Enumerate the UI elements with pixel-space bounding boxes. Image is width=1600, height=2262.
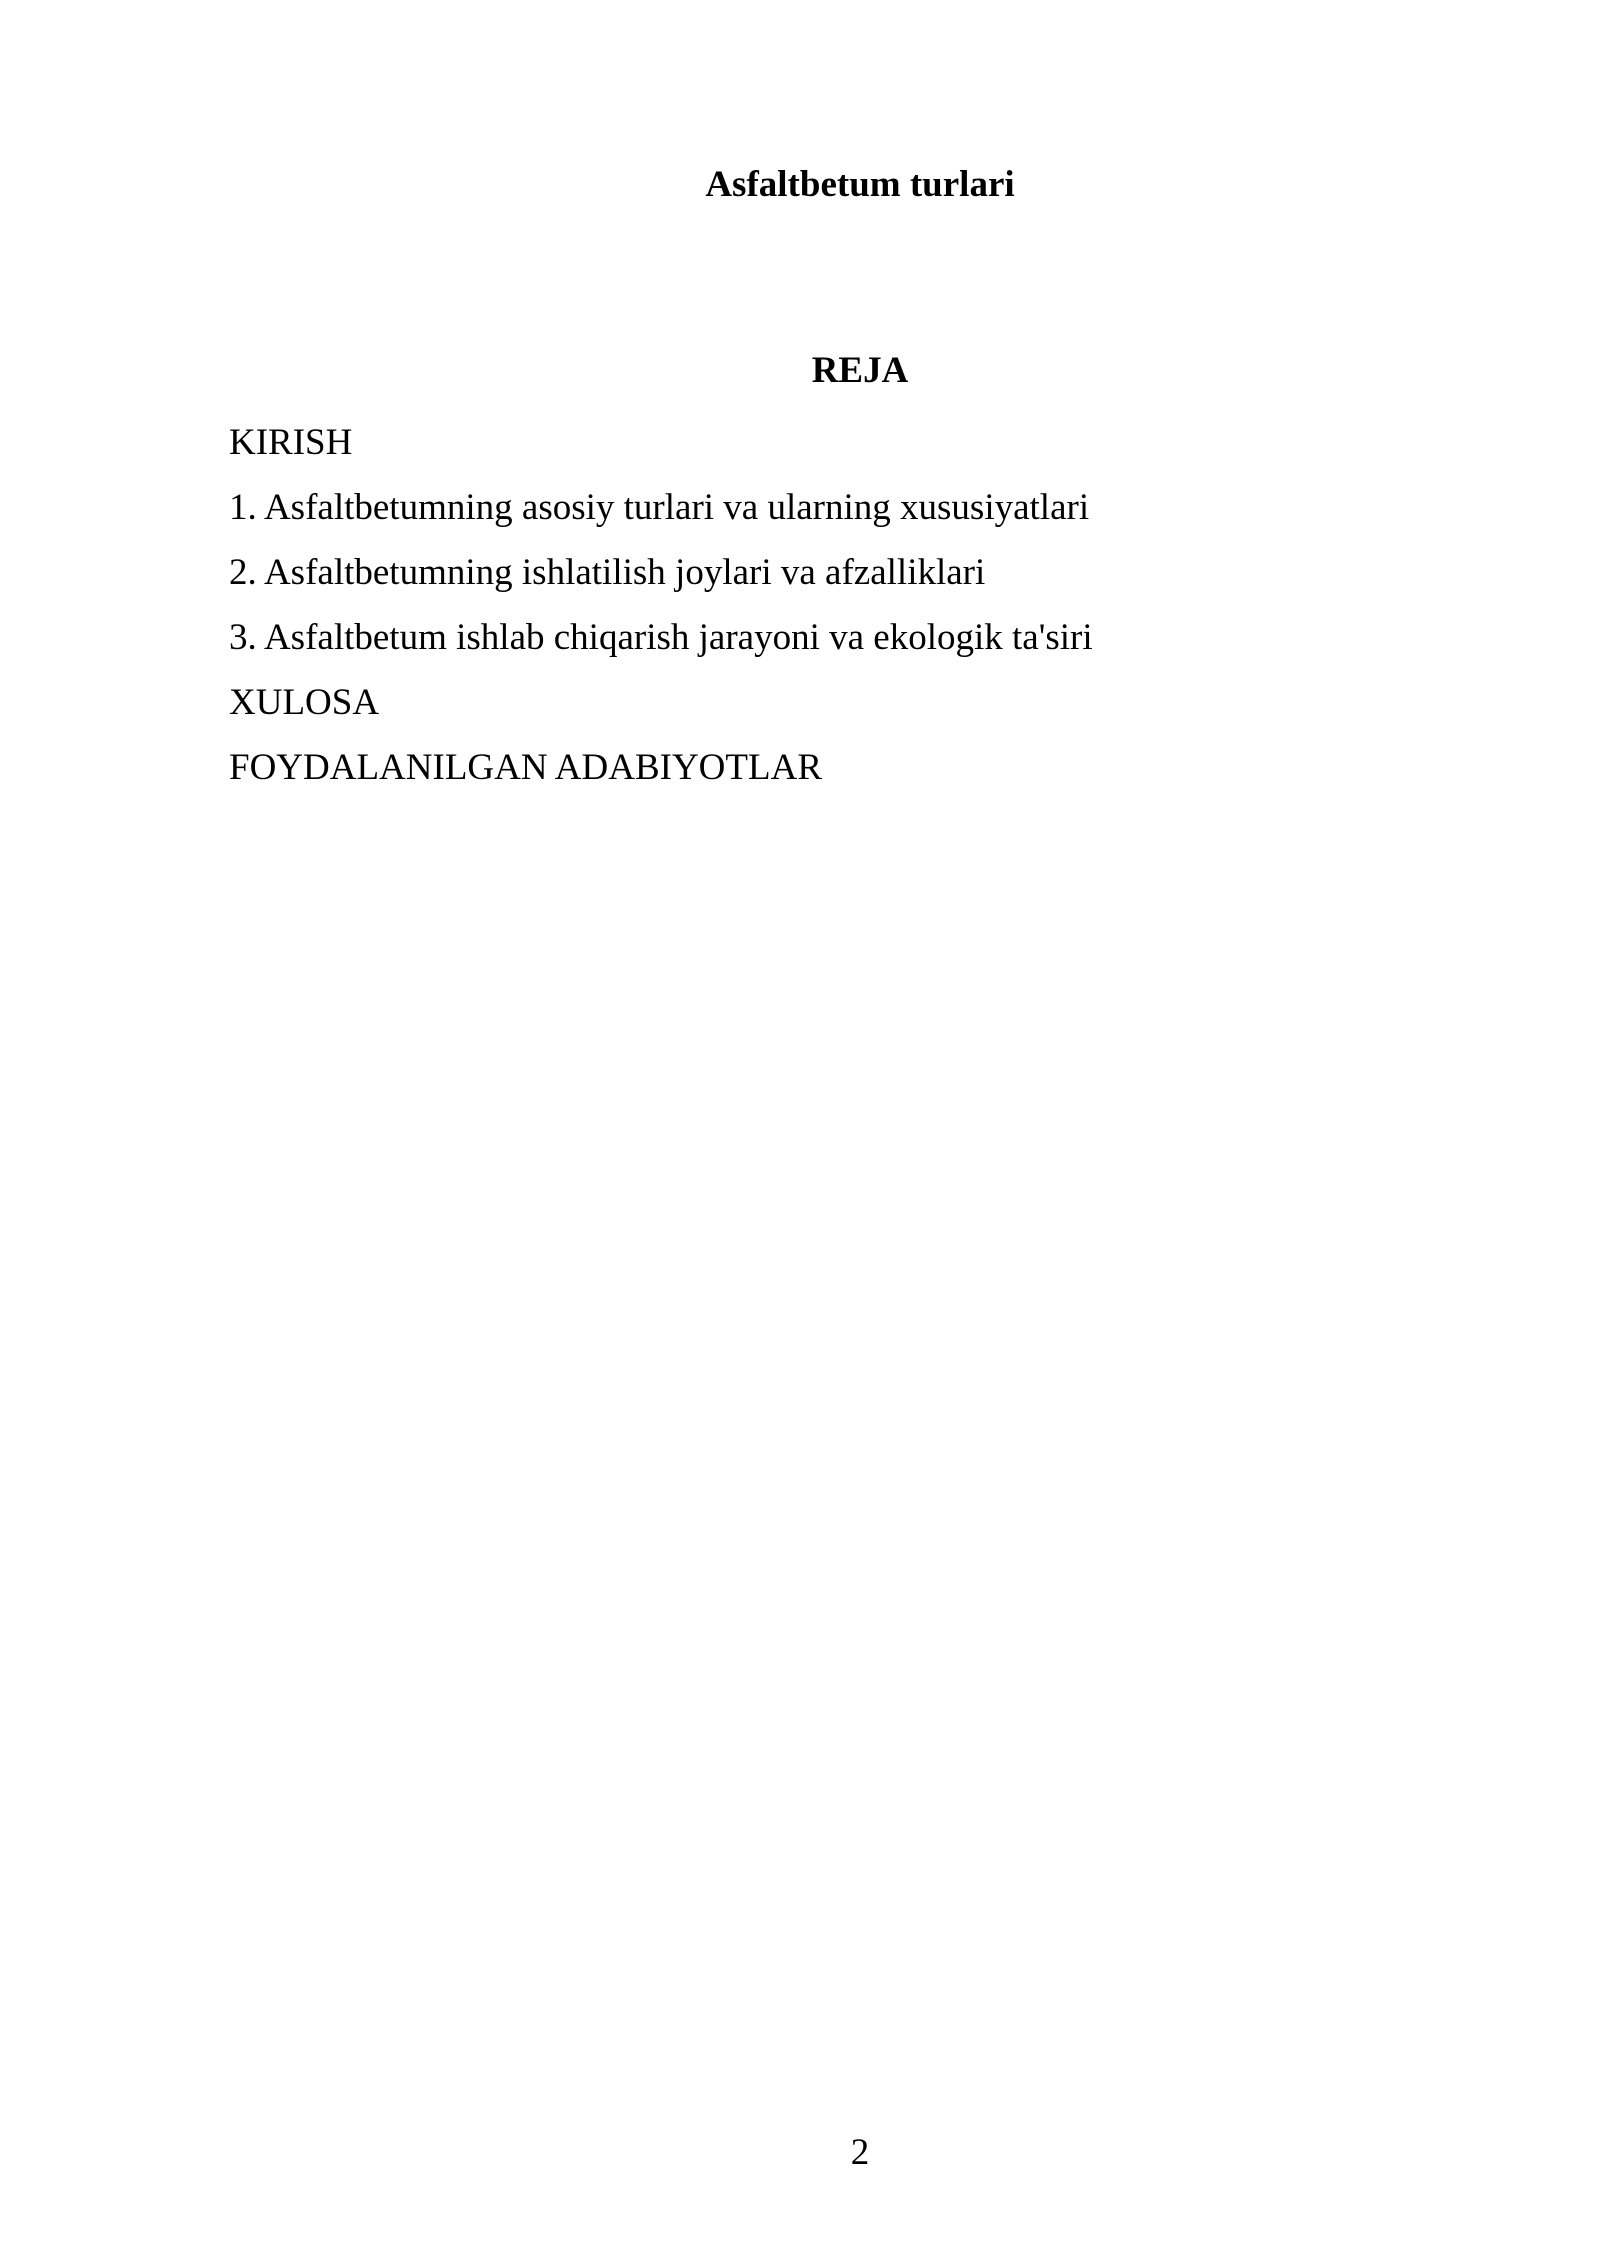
plan-item-conclusion: XULOSA: [229, 682, 380, 723]
plan-item-3: 3. Asfaltbetum ishlab chiqarish jarayoni va ekologik ta'siri: [229, 617, 1093, 658]
page-number: 2: [850, 2132, 870, 2173]
plan-item-1: 1. Asfaltbetumning asosiy turlari va ularning xususiyatlari: [229, 487, 1090, 528]
plan-heading: REJA: [811, 350, 909, 391]
plan-item-2: 2. Asfaltbetumning ishlatilish joylari va afzalliklari: [229, 552, 986, 593]
plan-list: [229, 418, 1093, 808]
plan-item-references: FOYDALANILGAN ADABIYOTLAR: [229, 747, 822, 788]
plan-item-introduction: KIRISH: [229, 422, 353, 463]
document-title: Asfaltbetum turlari: [705, 164, 1015, 205]
